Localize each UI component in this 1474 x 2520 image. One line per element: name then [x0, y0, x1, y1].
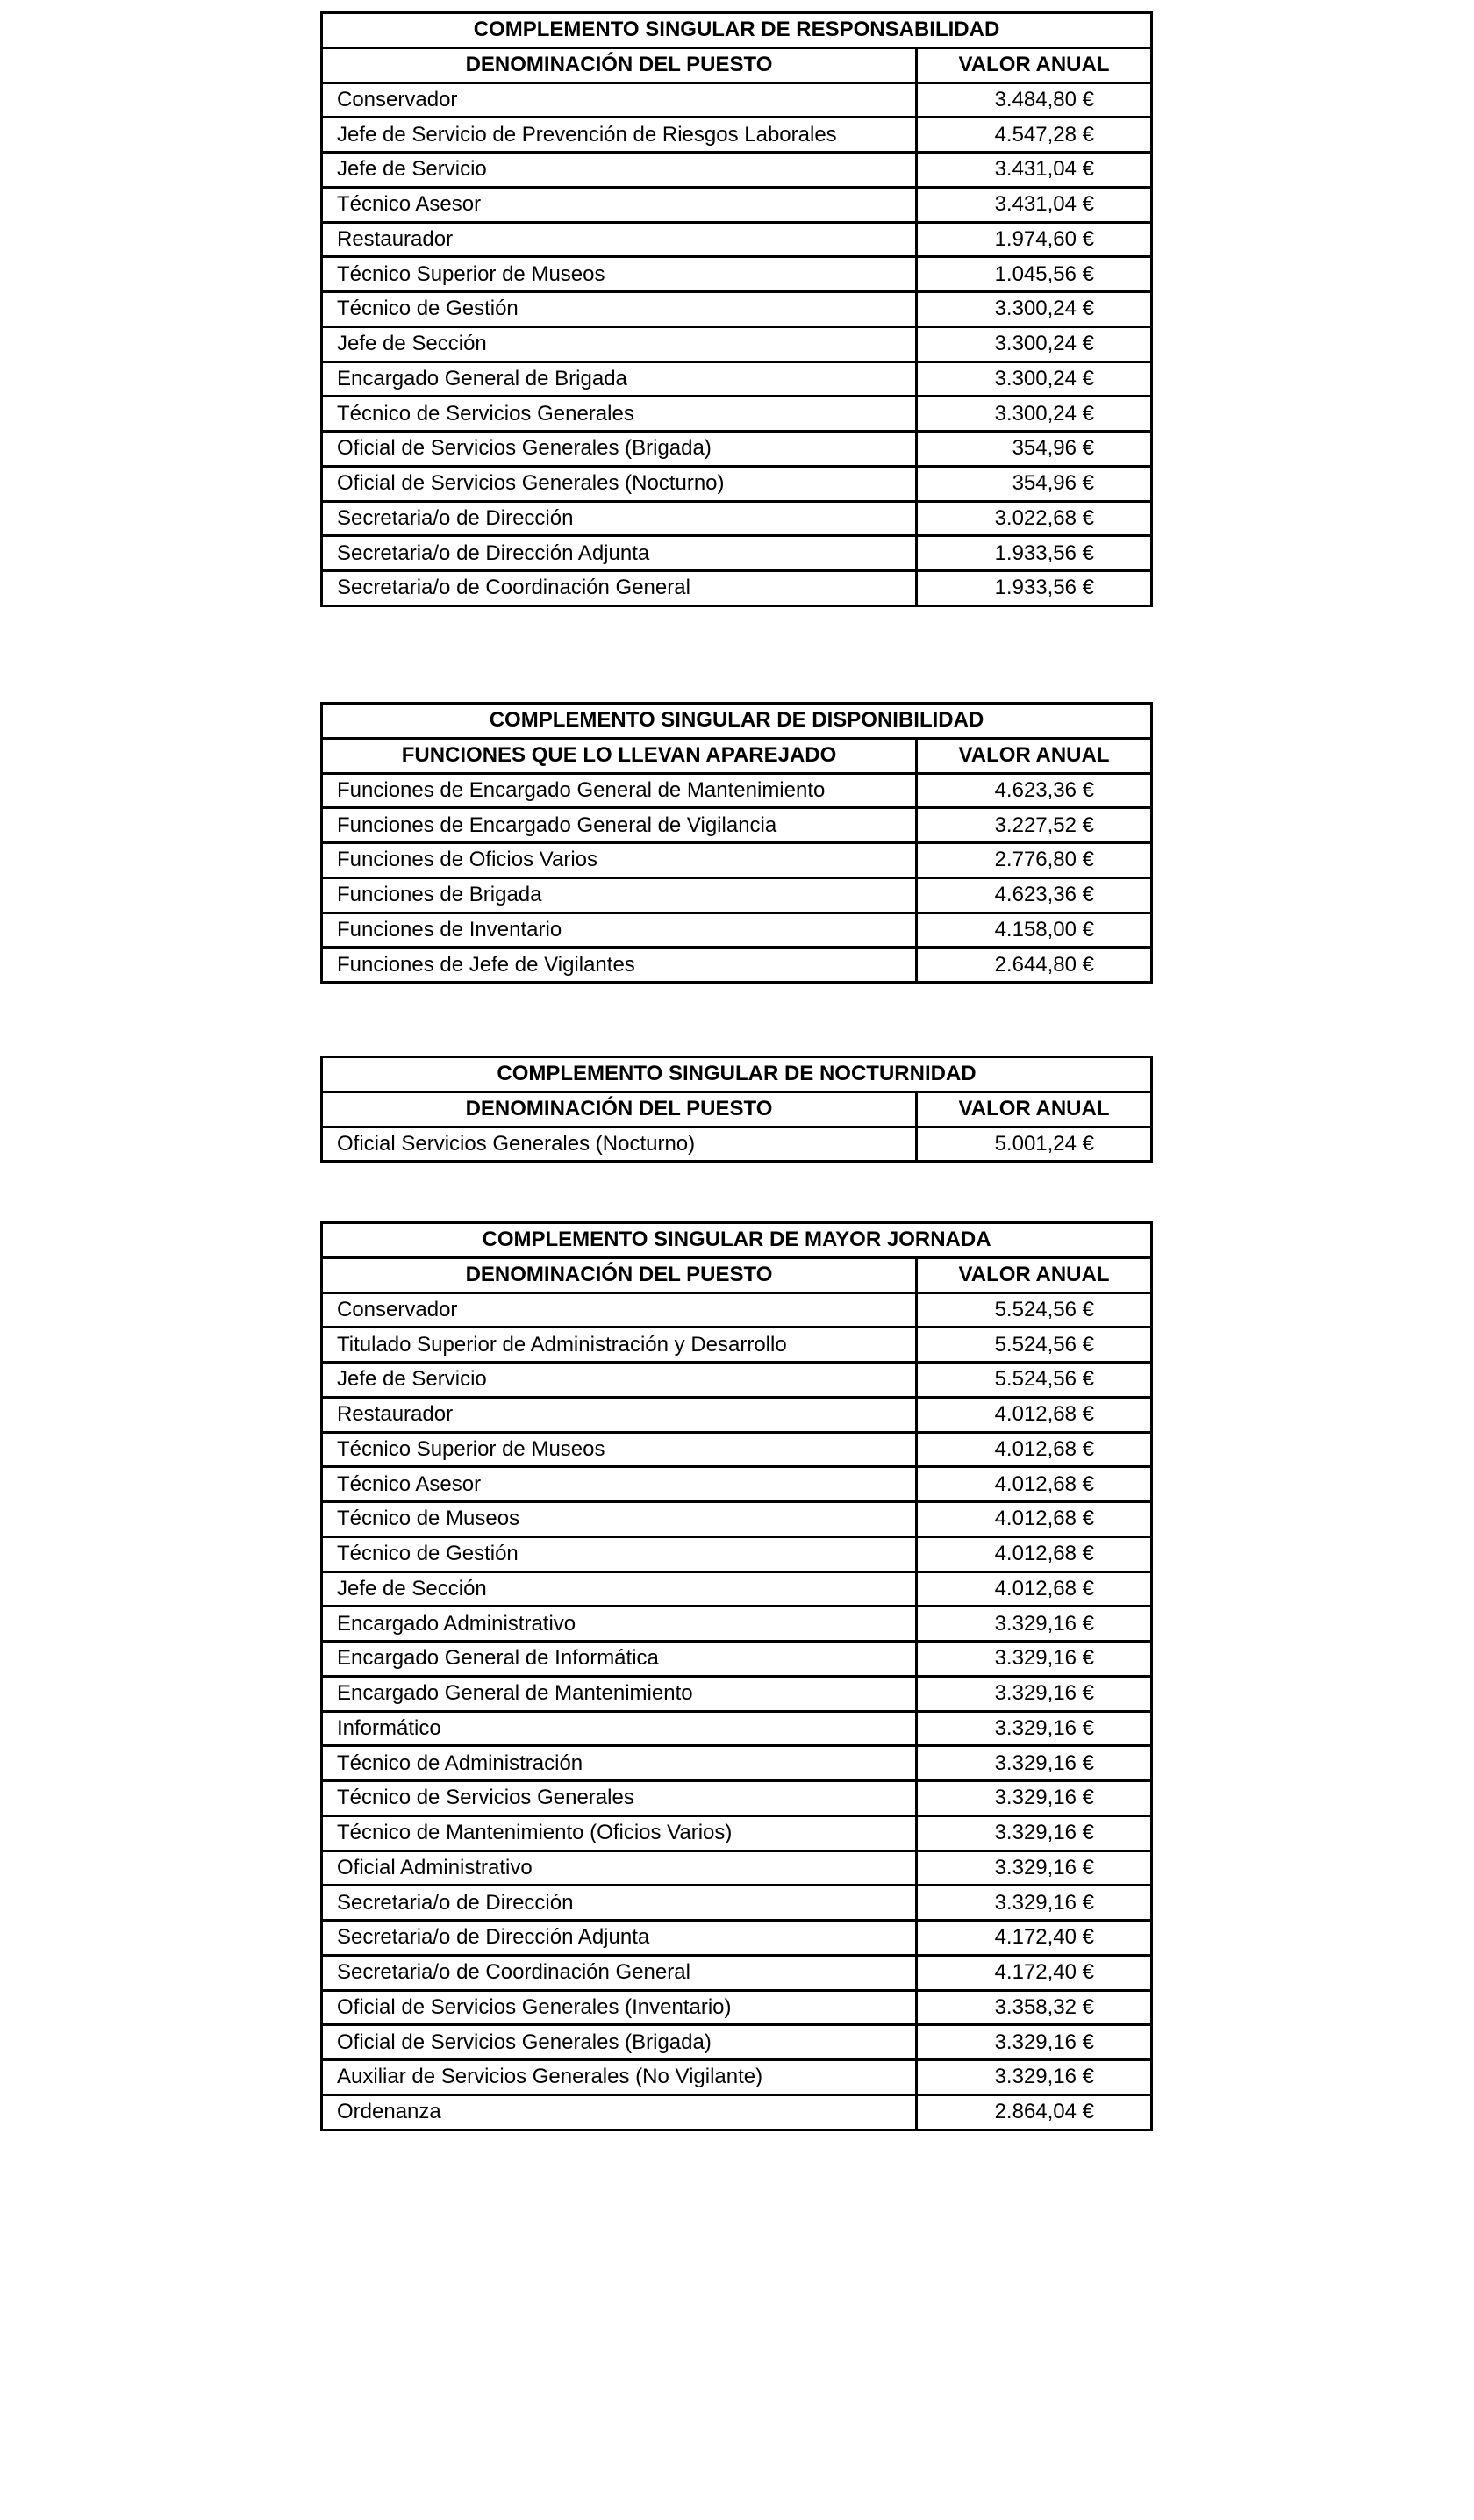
annual-value-cell: 3.329,16 € — [917, 1781, 1152, 1816]
annual-value-cell: 4.012,68 € — [917, 1397, 1152, 1432]
table-row — [322, 1711, 1152, 1746]
annual-value-cell: 1.974,60 € — [917, 222, 1152, 257]
position-name-cell: Encargado General de Brigada — [322, 362, 917, 397]
annual-value-cell: 3.300,24 € — [917, 362, 1152, 397]
table-title: COMPLEMENTO SINGULAR DE DISPONIBILIDAD — [322, 704, 1152, 739]
table-row — [322, 1397, 1152, 1432]
table-row — [322, 1851, 1152, 1886]
column-header-row — [322, 47, 1152, 82]
position-name-cell: Funciones de Encargado General de Mantenimiento — [322, 773, 917, 808]
name-column-header: DENOMINACIÓN DEL PUESTO — [322, 1092, 917, 1127]
position-name-cell: Técnico de Servicios Generales — [322, 397, 917, 432]
table-row — [322, 1328, 1152, 1363]
name-column-header: FUNCIONES QUE LO LLEVAN APAREJADO — [322, 738, 917, 773]
column-header-row — [322, 1257, 1152, 1292]
annual-value-cell: 3.431,04 € — [917, 153, 1152, 188]
table-row — [322, 2060, 1152, 2095]
table-row — [322, 326, 1152, 362]
annual-value-cell: 3.329,16 € — [917, 1851, 1152, 1886]
annual-value-cell: 1.045,56 € — [917, 257, 1152, 292]
annual-value-cell: 3.300,24 € — [917, 326, 1152, 362]
table-row — [322, 913, 1152, 948]
column-header-row — [322, 1092, 1152, 1127]
position-name-cell: Jefe de Sección — [322, 326, 917, 362]
annual-value-cell: 3.329,16 € — [917, 1642, 1152, 1677]
table-row — [322, 808, 1152, 843]
table-row — [322, 153, 1152, 188]
annual-value-cell: 3.300,24 € — [917, 292, 1152, 327]
position-name-cell: Funciones de Oficios Varios — [322, 843, 917, 878]
annual-value-cell: 4.012,68 € — [917, 1467, 1152, 1502]
position-name-cell: Técnico de Gestión — [322, 292, 917, 327]
annual-value-cell: 3.300,24 € — [917, 397, 1152, 432]
position-name-cell: Funciones de Jefe de Vigilantes — [322, 948, 917, 983]
annual-value-cell: 4.012,68 € — [917, 1536, 1152, 1571]
annual-value-cell: 3.022,68 € — [917, 501, 1152, 536]
position-name-cell: Informático — [322, 1711, 917, 1746]
annual-value-cell: 3.484,80 € — [917, 82, 1152, 118]
table-row — [322, 362, 1152, 397]
position-name-cell: Funciones de Inventario — [322, 913, 917, 948]
table-row — [322, 1127, 1152, 1162]
position-name-cell: Encargado General de Mantenimiento — [322, 1676, 917, 1711]
table-row — [322, 466, 1152, 501]
annual-value-cell: 4.172,40 € — [917, 1921, 1152, 1956]
table-row — [322, 571, 1152, 606]
table-row — [322, 1571, 1152, 1607]
position-name-cell: Técnico de Gestión — [322, 1536, 917, 1571]
annual-value-cell: 5.524,56 € — [917, 1363, 1152, 1398]
position-name-cell: Encargado General de Informática — [322, 1642, 917, 1677]
table-row — [322, 118, 1152, 153]
position-name-cell: Restaurador — [322, 1397, 917, 1432]
table-row — [322, 501, 1152, 536]
table-row — [322, 187, 1152, 222]
annual-value-cell: 3.329,16 € — [917, 1886, 1152, 1921]
position-name-cell: Oficial de Servicios Generales (Brigada) — [322, 2025, 917, 2060]
annual-value-cell: 4.158,00 € — [917, 913, 1152, 948]
annual-value-cell: 3.329,16 € — [917, 1746, 1152, 1781]
table-title-row — [322, 1223, 1152, 1258]
position-name-cell: Técnico de Mantenimiento (Oficios Varios) — [322, 1815, 917, 1851]
table-row — [322, 1363, 1152, 1398]
position-name-cell: Auxiliar de Servicios Generales (No Vigilante) — [322, 2060, 917, 2095]
position-name-cell: Jefe de Servicio — [322, 1363, 917, 1398]
position-name-cell: Titulado Superior de Administración y Desarrollo — [322, 1328, 917, 1363]
annual-value-cell: 1.933,56 € — [917, 571, 1152, 606]
column-header-row — [322, 738, 1152, 773]
table-row — [322, 1467, 1152, 1502]
position-name-cell: Ordenanza — [322, 2094, 917, 2130]
position-name-cell: Secretaria/o de Coordinación General — [322, 1955, 917, 1990]
table-row — [322, 397, 1152, 432]
value-column-header: VALOR ANUAL — [917, 1257, 1152, 1292]
table-row — [322, 1781, 1152, 1816]
table-title-row — [322, 13, 1152, 48]
annual-value-cell: 3.329,16 € — [917, 1711, 1152, 1746]
position-name-cell: Restaurador — [322, 222, 917, 257]
annual-value-cell: 3.431,04 € — [917, 187, 1152, 222]
position-name-cell: Funciones de Brigada — [322, 877, 917, 913]
table-row — [322, 2094, 1152, 2130]
mayor-jornada-table — [320, 1221, 1153, 2131]
annual-value-cell: 3.329,16 € — [917, 1676, 1152, 1711]
annual-value-cell: 2.644,80 € — [917, 948, 1152, 983]
annual-value-cell: 4.012,68 € — [917, 1432, 1152, 1467]
position-name-cell: Conservador — [322, 82, 917, 118]
table-title: COMPLEMENTO SINGULAR DE NOCTURNIDAD — [322, 1057, 1152, 1092]
annual-value-cell: 4.012,68 € — [917, 1571, 1152, 1607]
position-name-cell: Técnico Superior de Museos — [322, 257, 917, 292]
annual-value-cell: 5.524,56 € — [917, 1292, 1152, 1328]
table-row — [322, 257, 1152, 292]
name-column-header: DENOMINACIÓN DEL PUESTO — [322, 1257, 917, 1292]
annual-value-cell: 4.172,40 € — [917, 1955, 1152, 1990]
table-row — [322, 1432, 1152, 1467]
table-row — [322, 1955, 1152, 1990]
table-row — [322, 1921, 1152, 1956]
position-name-cell: Oficial Servicios Generales (Nocturno) — [322, 1127, 917, 1162]
value-column-header: VALOR ANUAL — [917, 1092, 1152, 1127]
table-row — [322, 1536, 1152, 1571]
annual-value-cell: 4.547,28 € — [917, 118, 1152, 153]
position-name-cell: Jefe de Servicio — [322, 153, 917, 188]
table-row — [322, 1292, 1152, 1328]
table-row — [322, 1642, 1152, 1677]
annual-value-cell: 3.329,16 € — [917, 1815, 1152, 1851]
annual-value-cell: 2.864,04 € — [917, 2094, 1152, 2130]
annual-value-cell: 3.227,52 € — [917, 808, 1152, 843]
annual-value-cell: 4.623,36 € — [917, 773, 1152, 808]
annual-value-cell: 5.524,56 € — [917, 1328, 1152, 1363]
position-name-cell: Técnico de Servicios Generales — [322, 1781, 917, 1816]
table-row — [322, 843, 1152, 878]
annual-value-cell: 3.329,16 € — [917, 2025, 1152, 2060]
table-row — [322, 292, 1152, 327]
disponibilidad-table — [320, 702, 1153, 984]
position-name-cell: Jefe de Sección — [322, 1571, 917, 1607]
table-row — [322, 82, 1152, 118]
annual-value-cell: 2.776,80 € — [917, 843, 1152, 878]
annual-value-cell: 4.012,68 € — [917, 1502, 1152, 1537]
table-row — [322, 1607, 1152, 1642]
position-name-cell: Secretaria/o de Dirección — [322, 501, 917, 536]
table-title: COMPLEMENTO SINGULAR DE RESPONSABILIDAD — [322, 13, 1152, 48]
table-title: COMPLEMENTO SINGULAR DE MAYOR JORNADA — [322, 1223, 1152, 1258]
position-name-cell: Técnico Asesor — [322, 1467, 917, 1502]
position-name-cell: Técnico de Museos — [322, 1502, 917, 1537]
annual-value-cell: 1.933,56 € — [917, 536, 1152, 571]
position-name-cell: Oficial de Servicios Generales (Nocturno) — [322, 466, 917, 501]
value-column-header: VALOR ANUAL — [917, 47, 1152, 82]
table-row — [322, 536, 1152, 571]
table-row — [322, 1815, 1152, 1851]
nocturnidad-table — [320, 1056, 1153, 1163]
position-name-cell: Conservador — [322, 1292, 917, 1328]
annual-value-cell: 4.623,36 € — [917, 877, 1152, 913]
position-name-cell: Jefe de Servicio de Prevención de Riesgos Laborales — [322, 118, 917, 153]
position-name-cell: Oficial de Servicios Generales (Inventario) — [322, 1990, 917, 2025]
position-name-cell: Encargado Administrativo — [322, 1607, 917, 1642]
table-row — [322, 1746, 1152, 1781]
table-row — [322, 1676, 1152, 1711]
table-row — [322, 1990, 1152, 2025]
annual-value-cell: 354,96 € — [917, 466, 1152, 501]
annual-value-cell: 3.329,16 € — [917, 1607, 1152, 1642]
table-row — [322, 1886, 1152, 1921]
table-title-row — [322, 1057, 1152, 1092]
table-row — [322, 948, 1152, 983]
table-row — [322, 432, 1152, 467]
annual-value-cell: 3.358,32 € — [917, 1990, 1152, 2025]
table-row — [322, 1502, 1152, 1537]
table-row — [322, 222, 1152, 257]
table-row — [322, 877, 1152, 913]
position-name-cell: Técnico de Administración — [322, 1746, 917, 1781]
table-row — [322, 2025, 1152, 2060]
table-row — [322, 773, 1152, 808]
position-name-cell: Funciones de Encargado General de Vigilancia — [322, 808, 917, 843]
responsabilidad-table — [320, 11, 1153, 607]
annual-value-cell: 3.329,16 € — [917, 2060, 1152, 2095]
position-name-cell: Secretaria/o de Coordinación General — [322, 571, 917, 606]
position-name-cell: Secretaria/o de Dirección Adjunta — [322, 536, 917, 571]
position-name-cell: Técnico Superior de Museos — [322, 1432, 917, 1467]
table-title-row — [322, 704, 1152, 739]
position-name-cell: Secretaria/o de Dirección Adjunta — [322, 1921, 917, 1956]
annual-value-cell: 5.001,24 € — [917, 1127, 1152, 1162]
value-column-header: VALOR ANUAL — [917, 738, 1152, 773]
annual-value-cell: 354,96 € — [917, 432, 1152, 467]
position-name-cell: Oficial Administrativo — [322, 1851, 917, 1886]
position-name-cell: Secretaria/o de Dirección — [322, 1886, 917, 1921]
name-column-header: DENOMINACIÓN DEL PUESTO — [322, 47, 917, 82]
position-name-cell: Técnico Asesor — [322, 187, 917, 222]
position-name-cell: Oficial de Servicios Generales (Brigada) — [322, 432, 917, 467]
